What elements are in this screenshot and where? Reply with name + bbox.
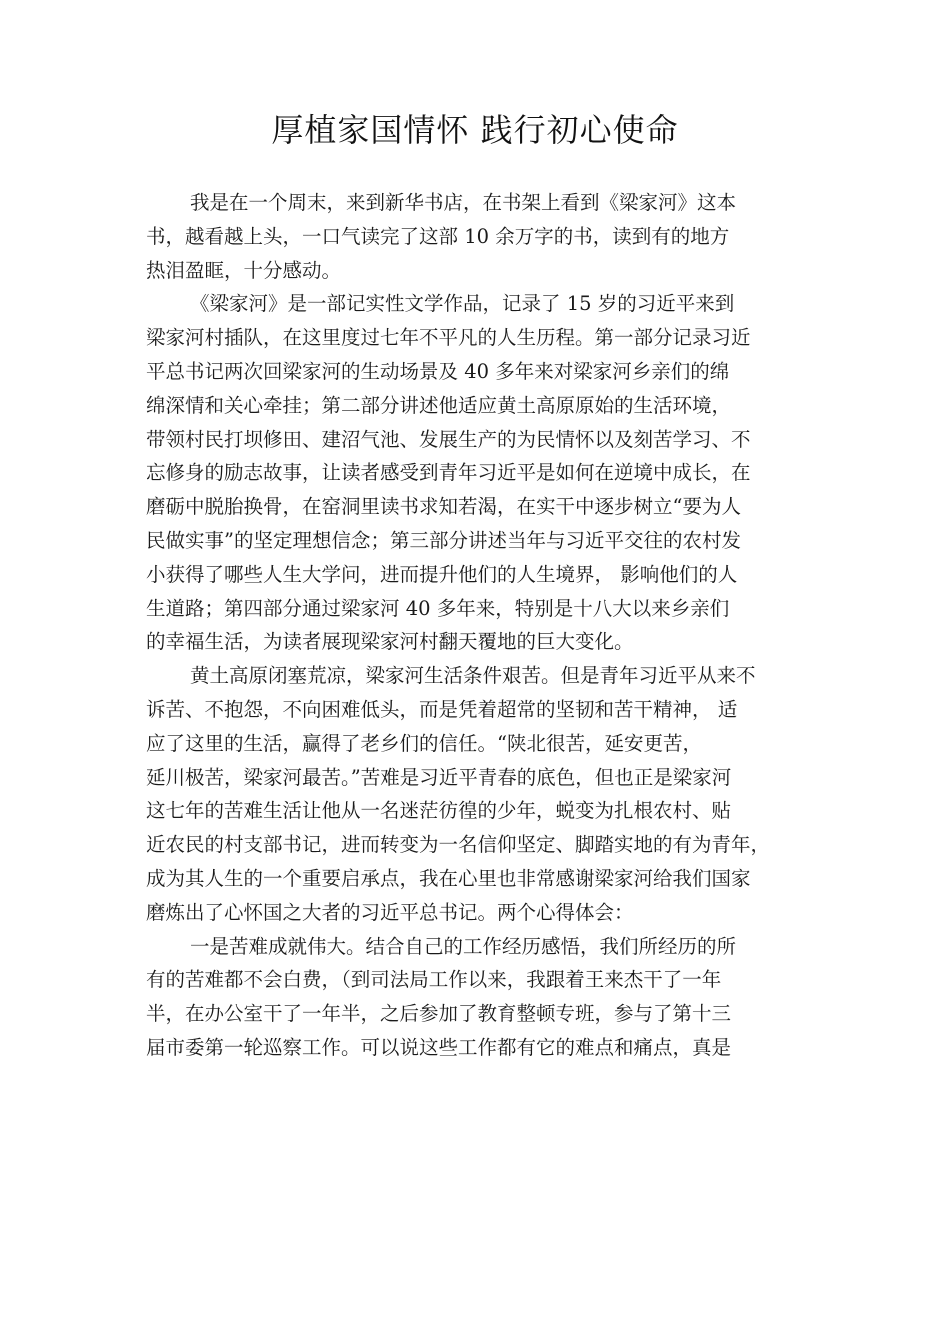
paragraph-line: 黄土高原闭塞荒凉，梁家河生活条件艰苦。但是青年习近平从来不 <box>190 664 756 688</box>
paragraph-line: 一是苦难成就伟大。结合自己的工作经历感悟，我们所经历的所 <box>190 934 737 958</box>
paragraph-line: 《梁家河》是一部记实性文学作品，记录了 15 岁的习近平来到 <box>190 292 735 316</box>
paragraph-line: 届市委第一轮巡察工作。可以说这些工作都有它的难点和痛点，真是 <box>146 1035 732 1059</box>
document-title: 厚植家国情怀 践行初心使命 <box>271 111 679 149</box>
paragraph-line: 应了这里的生活，赢得了老乡们的信任。“陕北很苦，延安更苦， <box>146 731 702 755</box>
document-body <box>146 186 836 1065</box>
paragraph-line: 近农民的村支部书记，进而转变为一名信仰坚定、脚踏实地的有为青年， <box>146 833 771 857</box>
paragraph-line: 梁家河村插队，在这里度过七年不平凡的人生历程。第一部分记录习近 <box>146 326 751 350</box>
paragraph-line: 有的苦难都不会白费，（到司法局工作以来，我跟着王来杰干了一年 <box>146 968 722 992</box>
paragraph-line: 成为其人生的一个重要启承点，我在心里也非常感谢梁家河给我们国家 <box>146 866 751 890</box>
paragraph-line: 书，越看越上头，一口气读完了这部 10 余万字的书，读到有的地方 <box>146 224 730 248</box>
paragraph-line: 小获得了哪些人生大学问，进而提升他们的人生境界， 影响他们的人 <box>146 562 738 586</box>
paragraph-line: 磨砺中脱胎换骨，在窑洞里读书求知若渴，在实干中逐步树立“要为人 <box>146 495 741 519</box>
paragraph-line: 热泪盈眶，十分感动。 <box>146 258 342 282</box>
paragraph-line: 磨炼出了心怀国之大者的习近平总书记。两个心得体会： <box>146 900 634 924</box>
paragraph-line: 诉苦、不抱怨，不向困难低头，而是凭着超常的坚韧和苦干精神， 适 <box>146 697 738 721</box>
paragraph-line: 我是在一个周末，来到新华书店，在书架上看到《梁家河》这本 <box>190 191 737 214</box>
paragraph-line: 半，在办公室干了一年半，之后参加了教育整顿专班，参与了第十三 <box>146 1002 732 1026</box>
paragraph-line: 这七年的苦难生活让他从一名迷茫彷徨的少年，蜕变为扎根农村、贴 <box>146 799 732 823</box>
paragraph-line: 延川极苦，梁家河最苦。”苦难是习近平青春的底色，但也正是梁家河 <box>146 765 732 789</box>
paragraph-line: 生道路；第四部分通过梁家河 40 多年来，特别是十八大以来乡亲们 <box>146 596 730 620</box>
paragraph-line: 平总书记两次回梁家河的生动场景及 40 多年来对梁家河乡亲们的绵 <box>146 359 730 383</box>
paragraph-line: 带领村民打坝修田、建沼气池、发展生产的为民情怀以及刻苦学习、不 <box>146 427 751 451</box>
paragraph-line: 绵深情和关心牵挂；第二部分讲述他适应黄土高原原始的生活环境， <box>146 393 732 417</box>
paragraph-line: 民做实事”的坚定理想信念；第三部分讲述当年与习近平交往的农村发 <box>146 528 741 552</box>
paragraph-line: 忘修身的励志故事，让读者感受到青年习近平是如何在逆境中成长，在 <box>146 461 751 485</box>
paragraph-line: 的幸福生活，为读者展现梁家河村翻天覆地的巨大变化。 <box>146 630 634 654</box>
